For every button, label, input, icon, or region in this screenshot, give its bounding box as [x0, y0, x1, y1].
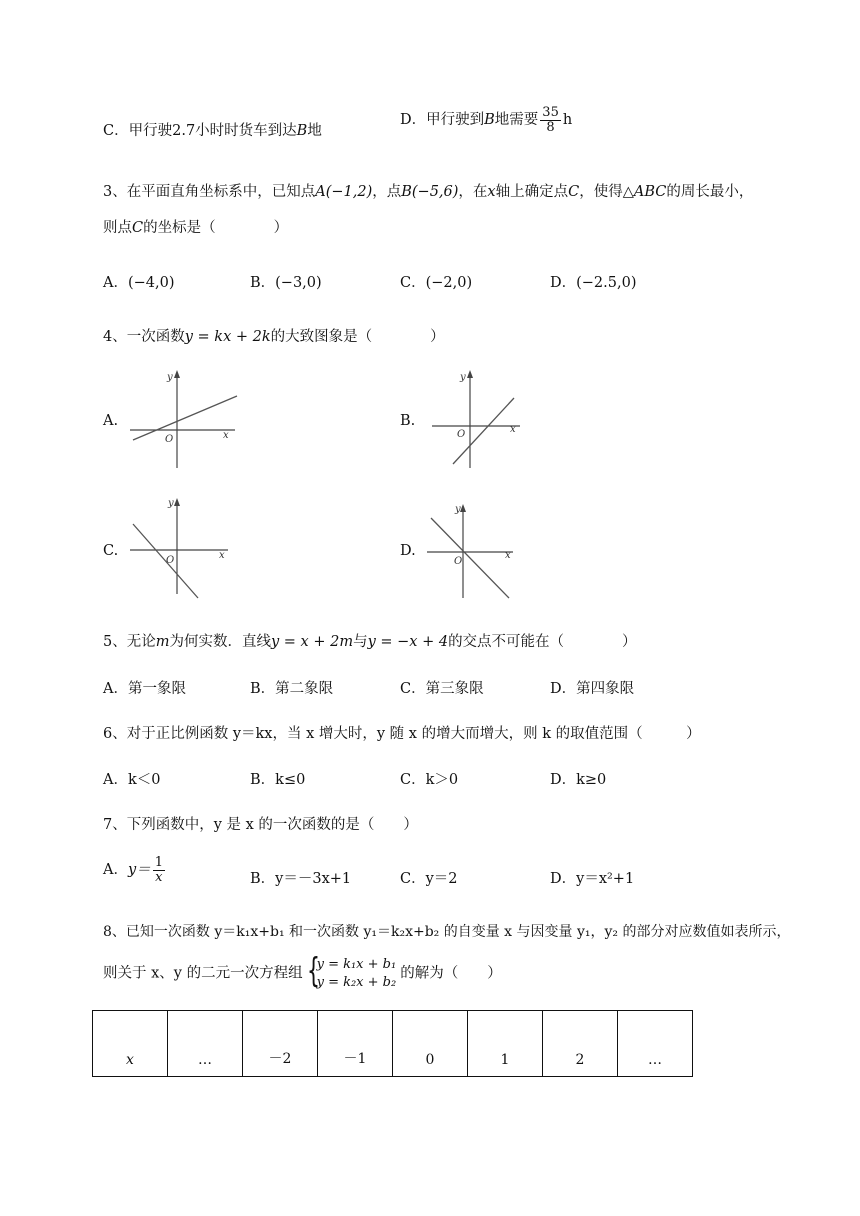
- svg-text:x: x: [510, 424, 516, 435]
- svg-text:x: x: [505, 550, 511, 561]
- q6-option-c[interactable]: C．k＞0: [400, 772, 459, 788]
- table-cell: 0: [393, 1011, 468, 1077]
- fraction: $\frac{1}{x}$: [154, 855, 163, 885]
- svg-text:O: O: [457, 429, 466, 440]
- q5-option-a[interactable]: A．第一象限: [103, 681, 186, 697]
- q3-option-d[interactable]: D．(−2.5,0): [550, 275, 637, 291]
- q5-stem: 5、无论m为何实数．直线y = x + 2m与y = −x + 4的交点不可能在（ ）: [103, 634, 637, 650]
- q4-graph-b[interactable]: [428, 368, 528, 470]
- equation-system: { y = k₁x + b₁ y = k₂x + b₂: [306, 951, 397, 991]
- q3-stem-line1: 3、在平面直角坐标系中，已知点A(−1,2)，点B(−5,6)，在x轴上确定点C，使得△ABC的周长最小，: [103, 184, 754, 200]
- q6-option-a[interactable]: A．k＜0: [103, 772, 161, 788]
- fraction: $\frac{35}{8}$: [542, 105, 559, 135]
- q4-option-d-label[interactable]: D.: [400, 543, 416, 559]
- q3-stem-line2: 则点C的坐标是（ ）: [103, 220, 289, 236]
- q7-option-c[interactable]: C．y＝2: [400, 871, 458, 887]
- q4-graph-c[interactable]: [125, 494, 240, 602]
- q8-stem-line2: 则关于 x、y 的二元一次方程组 { y = k₁x + b₁ y = k₂x + b₂ 的解为（ ）: [103, 951, 502, 991]
- option-label: C．: [103, 123, 129, 139]
- q6-option-b[interactable]: B．k≤0: [250, 772, 306, 788]
- table-cell: －2: [243, 1011, 318, 1077]
- svg-text:O: O: [165, 434, 174, 445]
- table-cell: x: [93, 1011, 168, 1077]
- svg-text:y: y: [455, 504, 461, 515]
- q6-stem: 6、对于正比例函数 y＝kx，当 x 增大时，y 随 x 的增大而增大，则 k 的取值范围（ ）: [103, 726, 701, 742]
- table-cell: －1: [318, 1011, 393, 1077]
- q2-option-d[interactable]: D．甲行驶到B地需要 $\frac{35}{8}$ h: [400, 105, 573, 135]
- value-table: [92, 1010, 693, 1077]
- table-cell: …: [168, 1011, 243, 1077]
- q7-stem: 7、下列函数中，y 是 x 的一次函数的是（ ）: [103, 817, 418, 833]
- table-cell: 2: [543, 1011, 618, 1077]
- q4-stem: 4、一次函数y = kx + 2k的大致图象是（ ）: [103, 329, 445, 345]
- q4-graph-d[interactable]: [425, 500, 525, 602]
- q4-option-c-label[interactable]: C.: [103, 543, 119, 559]
- svg-text:y: y: [167, 372, 173, 383]
- q8-stem-line1: 8、已知一次函数 y＝k₁x+b₁ 和一次函数 y₁＝k₂x+b₂ 的自变量 x 与因变量 y₁，y₂ 的部分对应数值如表所示，: [103, 924, 791, 940]
- q5-option-c[interactable]: C．第三象限: [400, 681, 484, 697]
- option-label: D．: [400, 112, 427, 129]
- q5-option-d[interactable]: D．第四象限: [550, 681, 635, 697]
- q7-option-a[interactable]: A．y＝ $\frac{1}{x}$: [103, 855, 163, 885]
- q4-option-a-label[interactable]: A.: [103, 413, 119, 429]
- svg-text:y: y: [168, 498, 174, 509]
- q6-option-d[interactable]: D．k≥0: [550, 772, 607, 788]
- q7-option-b[interactable]: B．y＝－3x+1: [250, 871, 352, 887]
- table-cell: …: [618, 1011, 693, 1077]
- q3-option-b[interactable]: B．(−3,0): [250, 275, 322, 291]
- svg-text:x: x: [219, 550, 225, 561]
- table-cell: 1: [468, 1011, 543, 1077]
- q5-option-b[interactable]: B．第二象限: [250, 681, 334, 697]
- q4-graph-a[interactable]: [125, 368, 240, 470]
- svg-text:y: y: [460, 372, 466, 383]
- q7-option-d[interactable]: D．y＝x²+1: [550, 871, 635, 887]
- q2-option-c[interactable]: C．甲行驶2.7小时时货车到达B地: [103, 123, 322, 139]
- svg-text:O: O: [454, 556, 463, 567]
- svg-text:x: x: [223, 430, 229, 441]
- q3-option-a[interactable]: A．(−4,0): [103, 275, 175, 291]
- q3-option-c[interactable]: C．(−2,0): [400, 275, 473, 291]
- table-row: [93, 1011, 693, 1077]
- svg-text:O: O: [166, 555, 175, 566]
- q4-option-b-label[interactable]: B.: [400, 413, 416, 429]
